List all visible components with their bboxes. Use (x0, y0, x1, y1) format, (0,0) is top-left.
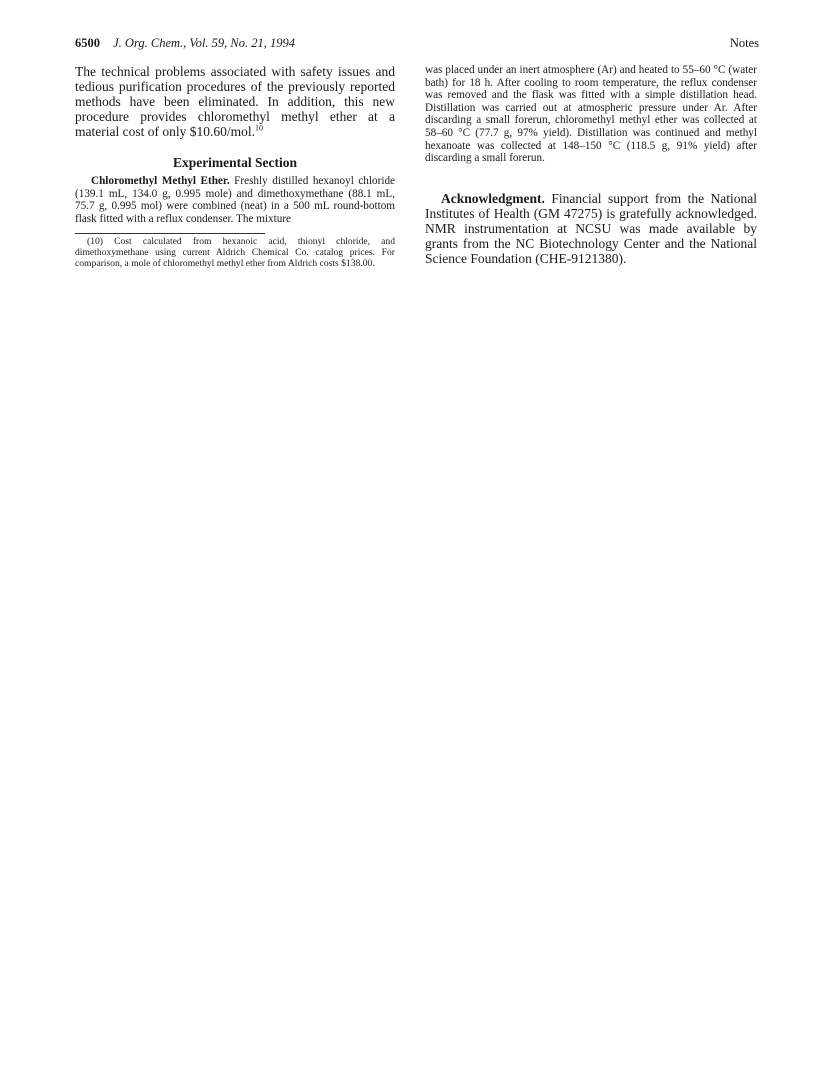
footnote: (10) Cost calculated from hexanoic acid, thionyl chloride, and dimethoxymethane using current Aldrich Chemical Co. catalog prices. For comparison, a mole of chloromethyl methyl ether from Aldrich costs $138.00. (75, 236, 395, 269)
acknowledgment-paragraph (425, 191, 757, 266)
page-number: 6500 (75, 36, 100, 50)
left-column (75, 64, 395, 269)
intro-paragraph (75, 64, 395, 139)
section-heading: Experimental Section (172, 155, 298, 170)
experimental-paragraph (75, 175, 395, 225)
reference-superscript: 10 (254, 123, 263, 133)
compound-title: Chloromethyl Methyl Ether. (91, 175, 230, 187)
footnote-divider (75, 233, 265, 234)
section-label: Notes (729, 36, 759, 50)
acknowledgment-text: Financial support from the National Institutes of Health (GM 47275) is gratefully acknowledged. NMR instrumentation at NCSU was made available by grants from the NC Biotechnology Center and the National Science Foundation (CHE-9121380). (425, 190, 757, 266)
running-head-left (75, 36, 295, 51)
running-head (75, 36, 759, 54)
intro-text: The technical problems associated with safety issues and tedious purification procedures of the previously reported methods have been eliminated. In addition, this new procedure provides chloromethyl methyl ether at a material cost of only $10.60/mol. (75, 64, 395, 139)
journal-citation: J. Org. Chem., Vol. 59, No. 21, 1994 (113, 36, 295, 50)
experimental-text: Freshly distilled hexanoyl chloride (139.1 mL, 134.0 g, 0.995 mole) and dimethoxymethane (88.1 mL, 75.7 g, 0.995 mol) were combined (neat) in a 500 mL round-bottom flask fitted with a reflux condenser. The mixture (75, 175, 395, 225)
experimental-continuation: was placed under an inert atmosphere (Ar) and heated to 55–60 °C (water bath) for 18 h. After cooling to room temperature, the reflux condenser was removed and the flask was fitted with a simple distillation head. Distillation was carried out at atmospheric pressure under Ar. After discarding a small forerun, chloromethyl methyl ether was collected at 58–60 °C (77.7 g, 97% yield). Distillation was continued and methyl hexanoate was collected at 148–150 °C (118.5 g, 91% yield) after discarding a small forerun. (425, 64, 757, 165)
acknowledgment-heading: Acknowledgment. (441, 190, 545, 206)
right-column (425, 64, 757, 266)
